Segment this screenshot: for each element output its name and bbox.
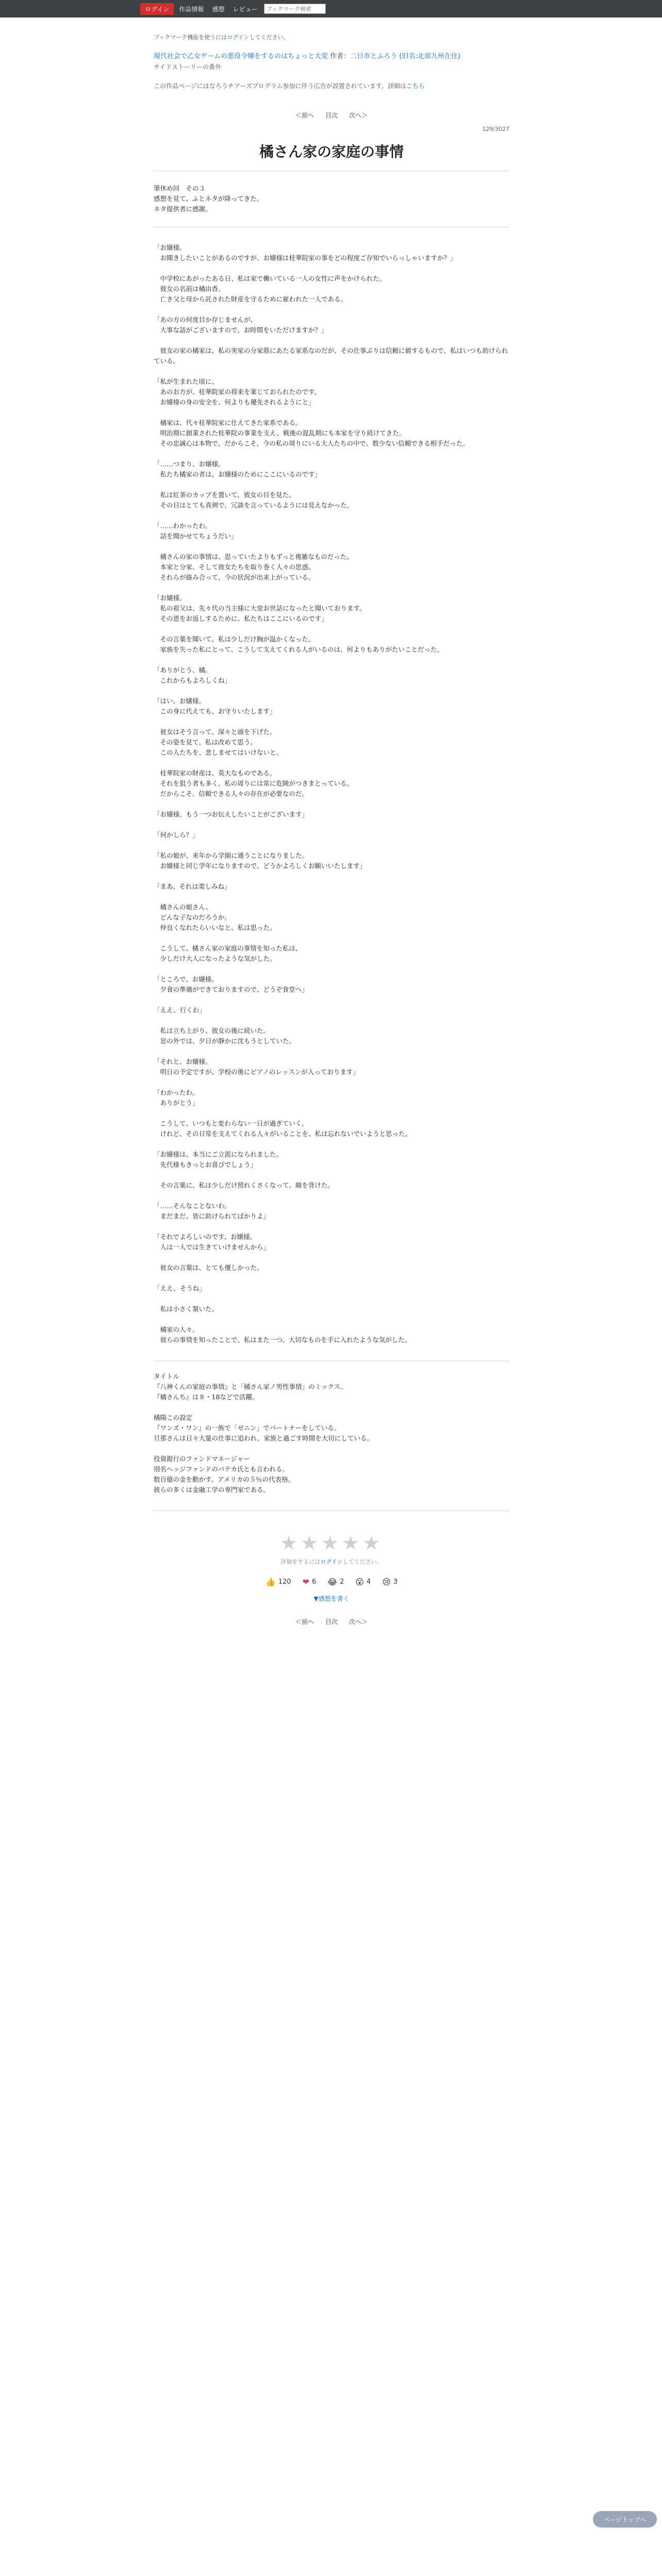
- toc-link[interactable]: 目次: [325, 1618, 338, 1625]
- reaction-count: 6: [311, 1578, 317, 1586]
- main-text: 「お嬢様。 お聞きしたいことがあるのですが、お嬢様は桂華院家の事をどの程度ご存知でいらっしゃいますか？」 中学校にあがったある日、私は家で働いている一人の女性に声をかけられた。 彼女の名前は橘由香。 亡き父と母から託された財産を守るために雇われた一人である。 「あの方の何度目か存じませんが、 大事な話がございますので、お時間をいただけますか？」 彼女の家の橘家は、私の実家の分家筋にあたる家系なのだが、その仕事ぶりは信頼に値するもので、私はいつも助けられている。 「私が生まれた頃に、 あのお方が、桂華院家の将来を案じておられたのです。 お嬢様の身の安全を、何よりも優先されるようにと」 橘家は、代々桂華院家に仕えてきた家系である。 明治期に創業された桂華院の事業を支え、戦後の混乱期にも本家を守り続けてきた。 その忠誠心は本物で、だからこそ、今の私の周りにいる大人たちの中で、数少ない信頼できる相手だった。 「……つまり、お嬢様。 私たち橘家の者は、お嬢様のためにここにいるのです」 私は紅茶のカップを置いて、彼女の目を見た。 その目はとても真剣で、冗談を言っているようには見えなかった。 「……わかったわ。 話を聞かせてちょうだい」 橘さんの家の事情は、思っていたよりもずっと複雑なものだった。 本家と分家、そして彼女たちを取り巻く人々の思惑。 それらが絡み合って、今の状況が出来上がっている。 「お嬢様。 私の祖父は、先々代の当主様に大変お世話になったと聞いております。 その恩をお返しするために、私たちはここにいるのです」 その言葉を聞いて、私は少しだけ胸が温かくなった。 家族を失った私にとって、こうして支えてくれる人がいるのは、何よりもありがたいことだった。 「ありがとう、橘。 これからもよろしくね」 「はい、お嬢様。 この身に代えても、お守りいたします」 彼女はそう言って、深々と頭を下げた。 その姿を見て、私は改めて思う。 この人たちを、悲しませてはいけないと。 桂華院家の財産は、莫大なものである。 それを狙う者も多く、私の周りには常に危険がつきまとっている。 だからこそ、信頼できる人々の存在が必要なのだ。 「お嬢様、もう一つお伝えしたいことがございます」 「何かしら？」 「私の娘が、来年から学園に通うことになりました。 お嬢様と同じ学年になりますので、どうかよろしくお願いいたします」 「まあ、それは楽しみね」 橘さんの娘さん。 どんな子なのだろうか。 仲良くなれたらいいなと、私は思った。 こうして、橘さん家の家庭の事情を知った私は、 少しだけ大人になったような気がした。 「ところで、お嬢様。 夕食の準備ができておりますので、どうぞ食堂へ」 「ええ、行くわ」 私は立ち上がり、彼女の後に続いた。 窓の外では、夕日が静かに沈もうとしていた。 「それと、お嬢様。 明日の予定ですが、学校の後にピアノのレッスンが入っております」 「わかったわ。 ありがとう」 こうして、いつもと変わらない一日が過ぎていく。 けれど、その日常を支えてくれる人々がいることを、私は忘れないでいようと思った。 「お嬢様は、本当にご立派になられました。 先代様もきっとお喜びでしょう」 その言葉に、私は少しだけ照れくさくなって、顔を背けた。 「……そんなことないわ。 まだまだ、皆に助けられてばかりよ」 「それでよろしいのです、お嬢様。 人は一人では生きていけませんから」 彼女の言葉は、とても優しかった。 「ええ、そうね」 私は小さく頷いた。 橘家の人々。 彼らの事情を知ったことで、私はまた一つ、大切なものを手に入れたような気がした。: [154, 244, 508, 1344]
- next-link[interactable]: 次へ＞: [349, 1618, 368, 1625]
- reactions: [154, 1577, 509, 1587]
- reaction-surprise[interactable]: [355, 1577, 371, 1587]
- top-nav: [179, 5, 263, 13]
- reaction-thumbs[interactable]: [266, 1577, 291, 1587]
- rating-stars[interactable]: ★★★★★: [279, 1532, 384, 1554]
- rating-section: [154, 1532, 509, 1603]
- page-number: 129/3027: [482, 126, 509, 132]
- rating-login-link[interactable]: ログイン: [320, 1558, 343, 1565]
- thumbs-up-icon: 👍: [265, 1577, 276, 1587]
- chapter-title: 橘さん家の家庭の事情: [259, 143, 404, 160]
- bookmark-notice-tail: してください。: [249, 34, 289, 41]
- reaction-heart[interactable]: [303, 1577, 317, 1587]
- author-label: 作者：: [330, 53, 351, 60]
- heart-icon: ❤: [302, 1577, 309, 1587]
- afterword-text: タイトル 『八神くんの家庭の事情』と「橘さん家ノ男性事情」のミックス。 『橘さんち』は８・18などで活躍。 橘陽この設定 『ワンズ・ワン』の一族で「ゼニン」でパートナーをしている。 旦那さんは日々大量の仕事に追われ、家族と過ごす時間を大切にしている。 投資銀行のファンドマネージャー 別名ヘッジファンドのパテカ氏とも言われる。 数百億の金を動かす、アメリカの５％の代表格。 彼らの多くは金融工学の専門家である。: [154, 1372, 373, 1494]
- bookmark-notice-text: ブックマーク機能を使うには: [154, 34, 227, 41]
- nav-reviews[interactable]: レビュー: [233, 5, 258, 13]
- reaction-cry[interactable]: [382, 1577, 398, 1587]
- ad-notice-link[interactable]: こちら: [406, 82, 425, 90]
- pager-top: [154, 111, 509, 120]
- next-link[interactable]: 次へ＞: [349, 112, 368, 119]
- page-top-button[interactable]: ページトップへ: [593, 2511, 657, 2528]
- preface-text: 筆休め回 その３ 感想を見て、ふとネタが降ってきた。 ネタ提供者に感謝。: [154, 184, 263, 213]
- ad-notice-text: この作品ページにはなろうチアーズプログラム参加に伴う広告が設置されています。詳細は: [154, 82, 406, 90]
- page-content: [154, 18, 509, 1626]
- reaction-count: 4: [366, 1578, 371, 1586]
- rating-note: [154, 1557, 509, 1566]
- reaction-laugh[interactable]: [327, 1577, 344, 1587]
- series-info: [154, 50, 509, 60]
- rating-note-text: 評価をするには: [280, 1558, 321, 1565]
- reaction-count: 3: [393, 1578, 398, 1586]
- series-title-link[interactable]: 現代社会で乙女ゲームの悪役令嬢をするのはちょっと大変: [154, 53, 328, 60]
- prev-link[interactable]: ＜前へ: [295, 112, 314, 119]
- top-bar-inner: [140, 3, 326, 14]
- author-link[interactable]: 二日市とふろう (旧名:北部九州在住): [350, 53, 460, 60]
- rating-note-tail: してください。: [342, 1558, 383, 1565]
- bookmark-login-link[interactable]: ログイン: [227, 34, 250, 41]
- top-bar: [0, 0, 662, 18]
- laugh-icon: 😂: [327, 1577, 337, 1587]
- login-button[interactable]: ログイン: [140, 3, 174, 15]
- pager-bottom: [154, 1617, 509, 1626]
- write-review-link[interactable]: ▼感想を書く: [313, 1595, 350, 1602]
- reaction-count: 2: [339, 1578, 344, 1586]
- ad-notice: [154, 81, 509, 90]
- bookmark-notice: [154, 33, 509, 41]
- surprise-icon: 😮: [355, 1577, 364, 1587]
- reaction-count: 120: [278, 1578, 291, 1586]
- nav-work-info[interactable]: 作品情報: [179, 5, 204, 13]
- toc-link[interactable]: 目次: [325, 112, 338, 119]
- prev-link[interactable]: ＜前へ: [295, 1618, 314, 1625]
- bookmark-search-input[interactable]: [264, 4, 326, 14]
- cry-icon: 😢: [382, 1577, 391, 1587]
- nav-comments[interactable]: 感想: [212, 5, 225, 13]
- series-subtitle: サイドストーリーの番外: [154, 63, 222, 71]
